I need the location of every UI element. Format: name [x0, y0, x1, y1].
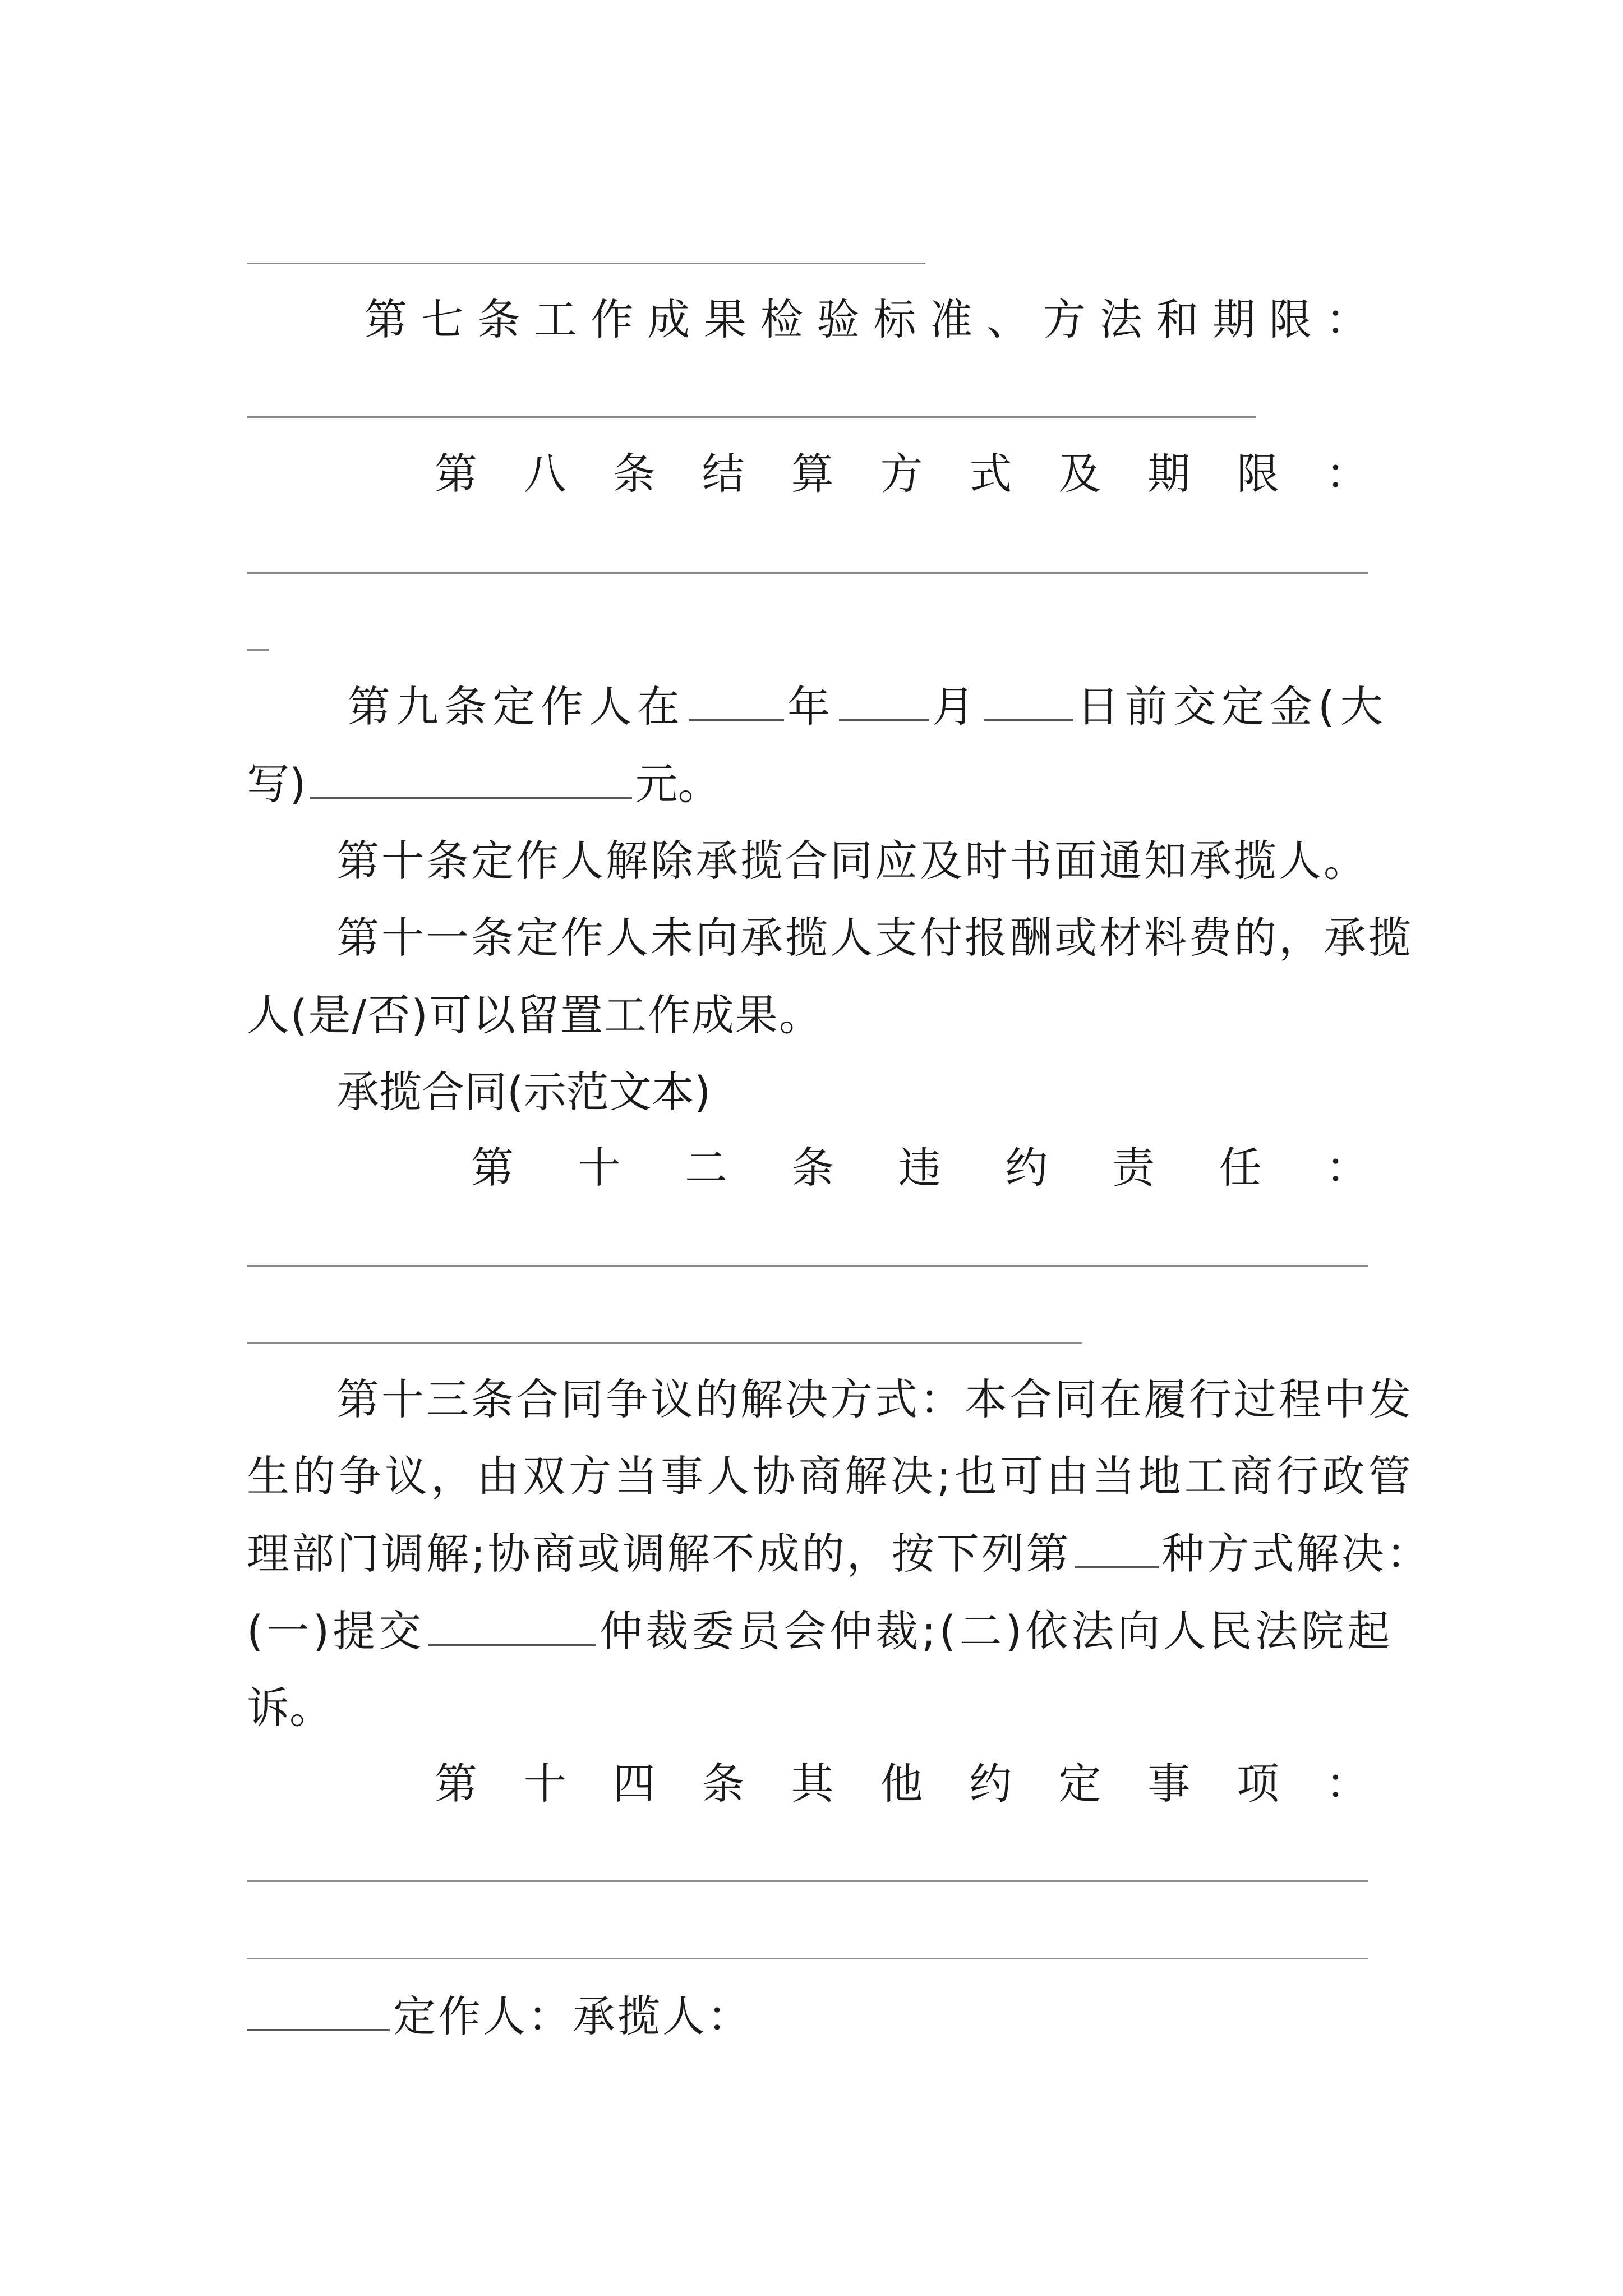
heading-char: ：: [1325, 449, 1368, 499]
heading-char: 第: [435, 449, 477, 499]
article-9-line-1: [348, 679, 1389, 735]
heading-char: 作: [591, 295, 634, 344]
heading-char: 他: [880, 1759, 923, 1809]
heading-char: ：: [1325, 295, 1368, 344]
heading-char: 任: [1219, 1143, 1262, 1193]
heading-char: 事: [1147, 1759, 1191, 1809]
heading-char: 第: [365, 295, 407, 344]
article-11-line-2: 人(是/否)可以留置工作成果。: [247, 990, 823, 1040]
heading-char: 期: [1212, 295, 1256, 344]
arbitration-committee-blank[interactable]: [428, 1604, 596, 1646]
signature-labels: 定作人：承揽人：: [393, 1991, 752, 2041]
article-10: 第十条定作人解除承揽合同应及时书面通知承揽人。: [336, 836, 1368, 886]
heading-char: 八: [523, 449, 566, 499]
heading-char: 及: [1058, 449, 1101, 499]
article-13-line-1: 第十三条合同争议的解决方式：本合同在履行过程中发: [336, 1374, 1413, 1424]
blank-rule-article-8: [247, 572, 1368, 574]
heading-char: 、: [986, 295, 1029, 344]
method-number-blank[interactable]: [1075, 1527, 1159, 1568]
heading-char: 式: [969, 449, 1012, 499]
heading-char: 约: [969, 1759, 1012, 1809]
heading-char: ：: [1326, 1143, 1368, 1193]
heading-char: 成: [647, 295, 690, 344]
heading-char: 检: [760, 295, 803, 344]
article-9-text-2: 写): [247, 759, 306, 809]
heading-char: 和: [1156, 295, 1199, 344]
heading-char: 违: [898, 1143, 941, 1193]
article-9-line-2: [247, 756, 721, 812]
blank-rule-article-12-cont: [247, 1342, 1082, 1344]
yuan-label: 元。: [635, 759, 721, 809]
heading-char: 准: [930, 295, 973, 344]
heading-char: 二: [685, 1143, 727, 1193]
heading-char: 第: [435, 1759, 477, 1809]
heading-char: 验: [817, 295, 860, 344]
article-13-line-3: [247, 1526, 1431, 1582]
heading-char: 限: [1269, 295, 1312, 344]
article-13-line-2: 生的争议，由双方当事人协商解决;也可由当地工商行政管: [247, 1451, 1414, 1501]
blank-rule-article-14: [247, 1880, 1368, 1882]
article-14-heading: [435, 1756, 1368, 1812]
year-label: 年: [787, 682, 836, 731]
day-text: 日前交定金(大: [1077, 682, 1389, 731]
heading-char: ：: [1325, 1759, 1368, 1809]
heading-char: 第: [471, 1143, 514, 1193]
article-13-text-4a: (一)提交: [247, 1606, 425, 1656]
article-13-text-3a: 理部门调解;协商或调解不成的，按下列第: [247, 1529, 1071, 1579]
heading-char: 项: [1237, 1759, 1280, 1809]
day-blank[interactable]: [984, 680, 1073, 721]
blank-rule-article-8-cont: [247, 649, 269, 651]
article-11-line-1: 第十一条定作人未向承揽人支付报酬或材料费的，承揽: [336, 913, 1413, 963]
deposit-amount-blank[interactable]: [310, 757, 632, 799]
article-13-text-3b: 种方式解决：: [1161, 1529, 1431, 1579]
month-blank[interactable]: [839, 680, 929, 721]
month-label: 月: [932, 682, 980, 731]
article-7-heading: [365, 292, 1368, 348]
article-8-heading: [435, 446, 1368, 502]
heading-char: 十: [578, 1143, 621, 1193]
heading-char: 七: [421, 295, 464, 344]
article-13-text-4b: 仲裁委员会仲裁;(二)依法向人民法院起: [600, 1606, 1394, 1656]
blank-rule-article-14-cont: [247, 1958, 1368, 1959]
blank-rule-article-7: [247, 416, 1256, 418]
heading-char: 期: [1147, 449, 1191, 499]
heading-char: 约: [1005, 1143, 1048, 1193]
heading-char: 四: [612, 1759, 656, 1809]
heading-char: 方: [1043, 295, 1086, 344]
heading-char: 结: [702, 449, 745, 499]
heading-char: 算: [791, 449, 834, 499]
heading-char: 法: [1099, 295, 1142, 344]
heading-char: 其: [791, 1759, 834, 1809]
heading-char: 果: [703, 295, 746, 344]
blank-rule-article-12: [247, 1265, 1368, 1267]
article-13-line-5: 诉。: [247, 1683, 332, 1733]
signature-line: [247, 1989, 752, 2045]
signature-blank[interactable]: [247, 1990, 390, 2031]
heading-char: 限: [1237, 449, 1280, 499]
blank-rule-top: [247, 263, 925, 264]
heading-char: 标: [873, 295, 916, 344]
article-9-text: 第九条定作人在: [348, 682, 685, 731]
heading-char: 十: [523, 1759, 566, 1809]
heading-char: 条: [477, 295, 520, 344]
heading-char: 条: [702, 1759, 745, 1809]
heading-char: 条: [791, 1143, 834, 1193]
year-blank[interactable]: [689, 680, 784, 721]
heading-char: 定: [1058, 1759, 1101, 1809]
heading-char: 方: [880, 449, 923, 499]
heading-char: 责: [1112, 1143, 1155, 1193]
heading-char: 条: [612, 449, 656, 499]
sample-text-title: 承揽合同(示范文本): [336, 1067, 711, 1117]
heading-char: 工: [534, 295, 577, 344]
article-12-heading: [471, 1140, 1368, 1196]
article-13-line-4: [247, 1603, 1393, 1659]
